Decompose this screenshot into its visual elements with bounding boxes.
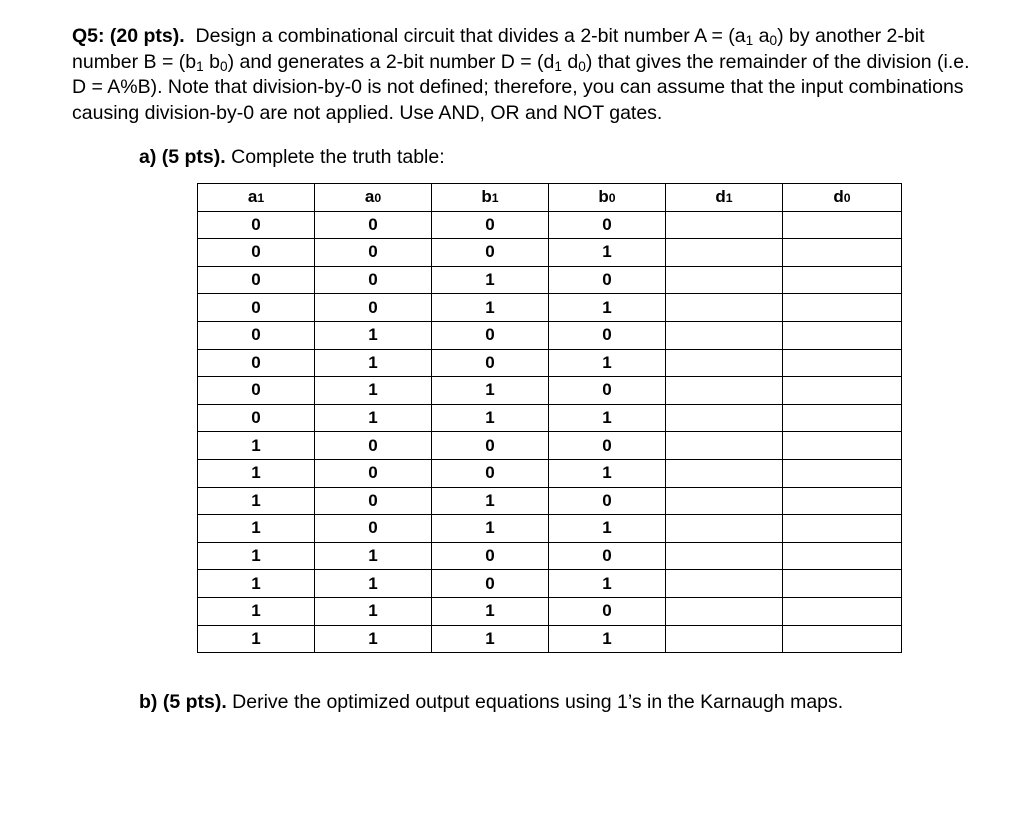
- table-row: [198, 404, 902, 432]
- input-cell: 0: [432, 239, 549, 267]
- input-cell: 0: [315, 459, 432, 487]
- input-cell: 0: [432, 542, 549, 570]
- output-cell[interactable]: [666, 404, 783, 432]
- input-cell: 0: [198, 294, 315, 322]
- column-header-subscript: 1: [491, 191, 499, 206]
- input-cell: 0: [315, 294, 432, 322]
- output-cell[interactable]: [666, 570, 783, 598]
- column-header-subscript: 0: [843, 191, 851, 206]
- part-b-label: b) (5 pts).: [139, 691, 227, 713]
- input-cell: 1: [549, 294, 666, 322]
- input-cell: 1: [315, 542, 432, 570]
- column-header-subscript: 0: [374, 191, 382, 206]
- table-row: [198, 542, 902, 570]
- input-cell: 1: [315, 377, 432, 405]
- input-cell: 0: [432, 432, 549, 460]
- truth-table: [197, 183, 902, 653]
- question-text-7: ) that gives the remainder of the division (i.e. D = A%B). Note that division-by-0 is not defined; therefore, you can assume that the input combinations causing division-by-0 are not applied. Use AND, OR and NOT gates.: [72, 50, 970, 124]
- input-cell: 1: [198, 570, 315, 598]
- input-cell: 0: [549, 377, 666, 405]
- input-cell: 0: [549, 432, 666, 460]
- column-header-base: d: [833, 187, 844, 207]
- input-cell: 1: [198, 597, 315, 625]
- input-cell: 1: [198, 515, 315, 543]
- output-cell[interactable]: [666, 487, 783, 515]
- input-cell: 0: [549, 597, 666, 625]
- input-cell: 1: [549, 515, 666, 543]
- input-cell: 1: [432, 487, 549, 515]
- table-row: [198, 377, 902, 405]
- input-cell: 0: [198, 377, 315, 405]
- column-header-base: a: [364, 187, 375, 207]
- output-cell[interactable]: [783, 211, 902, 239]
- output-cell[interactable]: [783, 266, 902, 294]
- input-cell: 1: [549, 349, 666, 377]
- column-header-d0: [783, 184, 902, 212]
- question-text-4: b: [203, 50, 220, 73]
- input-cell: 0: [315, 239, 432, 267]
- input-cell: 1: [315, 404, 432, 432]
- input-cell: 0: [315, 487, 432, 515]
- input-cell: 1: [315, 321, 432, 349]
- input-cell: 1: [315, 349, 432, 377]
- part-b-heading: [139, 690, 843, 714]
- input-cell: 0: [315, 266, 432, 294]
- table-row: [198, 625, 902, 653]
- input-cell: 1: [315, 597, 432, 625]
- input-cell: 1: [432, 266, 549, 294]
- output-cell[interactable]: [783, 404, 902, 432]
- part-b-text: Derive the optimized output equations using 1’s in the Karnaugh maps.: [232, 691, 844, 713]
- subscript: 1: [745, 33, 754, 48]
- table-row: [198, 432, 902, 460]
- output-cell[interactable]: [783, 570, 902, 598]
- output-cell[interactable]: [666, 432, 783, 460]
- input-cell: 0: [315, 432, 432, 460]
- input-cell: 1: [432, 377, 549, 405]
- output-cell[interactable]: [783, 377, 902, 405]
- output-cell[interactable]: [783, 432, 902, 460]
- input-cell: 0: [198, 404, 315, 432]
- output-cell[interactable]: [783, 542, 902, 570]
- table-row: [198, 266, 902, 294]
- table-row: [198, 597, 902, 625]
- question-text-2: a: [753, 25, 770, 47]
- output-cell[interactable]: [783, 625, 902, 653]
- column-header-a0: [315, 184, 432, 212]
- input-cell: 0: [198, 239, 315, 267]
- input-cell: 0: [432, 349, 549, 377]
- input-cell: 1: [549, 459, 666, 487]
- subscript: 0: [769, 33, 778, 48]
- output-cell[interactable]: [666, 459, 783, 487]
- output-cell[interactable]: [783, 515, 902, 543]
- input-cell: 1: [549, 625, 666, 653]
- column-header-subscript: 1: [725, 191, 733, 206]
- truth-table-header-row: [198, 184, 902, 212]
- input-cell: 0: [549, 542, 666, 570]
- input-cell: 1: [198, 459, 315, 487]
- input-cell: 0: [549, 211, 666, 239]
- input-cell: 1: [315, 570, 432, 598]
- table-row: [198, 349, 902, 377]
- input-cell: 0: [549, 266, 666, 294]
- output-cell[interactable]: [783, 487, 902, 515]
- input-cell: 1: [432, 597, 549, 625]
- question-label: Q5: (20 pts).: [72, 25, 185, 47]
- output-cell[interactable]: [783, 321, 902, 349]
- question-text-5: ) and generates a 2-bit number D = (d: [227, 50, 555, 73]
- question-text-6: d: [561, 50, 579, 73]
- output-cell[interactable]: [783, 294, 902, 322]
- input-cell: 0: [198, 211, 315, 239]
- input-cell: 0: [198, 266, 315, 294]
- column-header-d1: [666, 184, 783, 212]
- question-text-1: Design a combinational circuit that divides a 2-bit number A = (a: [195, 25, 746, 47]
- column-header-a1: [198, 184, 315, 212]
- column-header-subscript: 1: [257, 191, 265, 206]
- input-cell: 0: [549, 321, 666, 349]
- subscript: 0: [219, 58, 228, 74]
- input-cell: 0: [432, 321, 549, 349]
- input-cell: 0: [432, 211, 549, 239]
- input-cell: 0: [198, 321, 315, 349]
- column-header-base: d: [715, 187, 726, 207]
- input-cell: 1: [198, 625, 315, 653]
- table-row: [198, 515, 902, 543]
- table-row: [198, 487, 902, 515]
- input-cell: 1: [432, 515, 549, 543]
- question-q5: [72, 24, 972, 126]
- input-cell: 1: [198, 487, 315, 515]
- column-header-b0: [549, 184, 666, 212]
- table-row: [198, 321, 902, 349]
- input-cell: 1: [315, 625, 432, 653]
- table-row: [198, 459, 902, 487]
- truth-table-body: [198, 211, 902, 653]
- output-cell[interactable]: [783, 459, 902, 487]
- table-row: [198, 294, 902, 322]
- subscript: 0: [578, 58, 586, 74]
- output-cell[interactable]: [666, 266, 783, 294]
- output-cell[interactable]: [666, 597, 783, 625]
- output-cell[interactable]: [783, 239, 902, 267]
- input-cell: 0: [432, 570, 549, 598]
- input-cell: 0: [315, 211, 432, 239]
- subscript: 1: [554, 58, 562, 74]
- input-cell: 0: [315, 515, 432, 543]
- output-cell[interactable]: [666, 321, 783, 349]
- column-header-base: b: [481, 187, 492, 207]
- column-header-subscript: 0: [608, 191, 616, 206]
- input-cell: 1: [198, 542, 315, 570]
- table-row: [198, 211, 902, 239]
- input-cell: 1: [549, 404, 666, 432]
- input-cell: 1: [549, 239, 666, 267]
- output-cell[interactable]: [666, 239, 783, 267]
- output-cell[interactable]: [666, 294, 783, 322]
- input-cell: 1: [432, 294, 549, 322]
- input-cell: 0: [432, 459, 549, 487]
- input-cell: 0: [198, 349, 315, 377]
- part-a-label: a) (5 pts).: [139, 146, 226, 168]
- input-cell: 1: [432, 625, 549, 653]
- question-text-3: ) by another 2-bit number B = (b: [72, 25, 925, 73]
- column-header-b1: [432, 184, 549, 212]
- output-cell[interactable]: [666, 211, 783, 239]
- subscript: 1: [196, 58, 204, 74]
- output-cell[interactable]: [783, 349, 902, 377]
- part-a-text: Complete the truth table:: [231, 146, 445, 168]
- output-cell[interactable]: [666, 542, 783, 570]
- table-row: [198, 239, 902, 267]
- input-cell: 1: [432, 404, 549, 432]
- output-cell[interactable]: [666, 349, 783, 377]
- column-header-base: b: [598, 187, 609, 207]
- input-cell: 1: [549, 570, 666, 598]
- table-row: [198, 570, 902, 598]
- output-cell[interactable]: [783, 597, 902, 625]
- column-header-base: a: [247, 187, 258, 207]
- input-cell: 1: [198, 432, 315, 460]
- output-cell[interactable]: [666, 377, 783, 405]
- part-a-heading: [139, 145, 445, 169]
- output-cell[interactable]: [666, 515, 783, 543]
- output-cell[interactable]: [666, 625, 783, 653]
- input-cell: 0: [549, 487, 666, 515]
